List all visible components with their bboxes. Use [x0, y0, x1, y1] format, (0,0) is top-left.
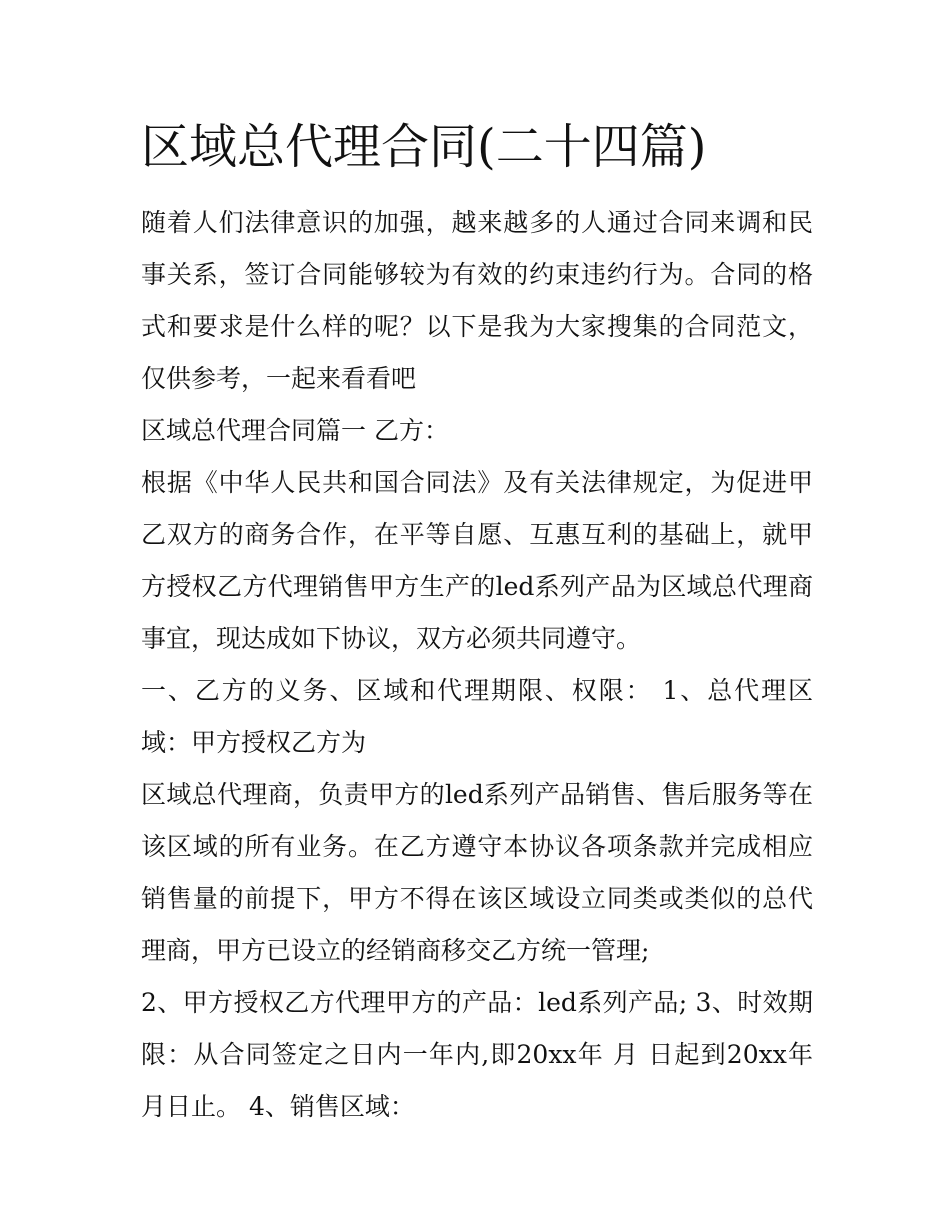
document-body [141, 197, 813, 1133]
paragraph-clause-2-4: 2、甲方授权乙方代理甲方的产品：led系列产品; 3、时效期限：从合同签定之日内一年内,即20xx年 月 日起到20xx年 月日止。 4、销售区域： [141, 988, 813, 1121]
paragraph-clause-1: 一、乙方的义务、区域和代理期限、权限： 1、总代理区域：甲方授权乙方为 [141, 676, 813, 757]
paragraph-clause-1-detail: 区域总代理商，负责甲方的led系列产品销售、售后服务等在该区域的所有业务。在乙方遵守本协议各项条款并完成相应销售量的前提下，甲方不得在该区域设立同类或类似的总代理商，甲方已设立的经销商移交乙方统一管理; [141, 780, 813, 965]
paragraph-intro: 随着人们法律意识的加强，越来越多的人通过合同来调和民事关系，签订合同能够较为有效的约束违约行为。合同的格式和要求是什么样的呢？以下是我为大家搜集的合同范文，仅供参考，一起来看看吧 [141, 208, 813, 393]
paragraph-section-heading: 区域总代理合同篇一 乙方： [141, 416, 449, 445]
paragraph-preamble: 根据《中华人民共和国合同法》及有关法律规定，为促进甲乙双方的商务合作，在平等自愿、互惠互利的基础上，就甲方授权乙方代理销售甲方生产的led系列产品为区域总代理商事宜，现达成如下协议，双方必须共同遵守。 [141, 468, 813, 653]
document-title: 区域总代理合同(二十四篇) [141, 119, 707, 175]
